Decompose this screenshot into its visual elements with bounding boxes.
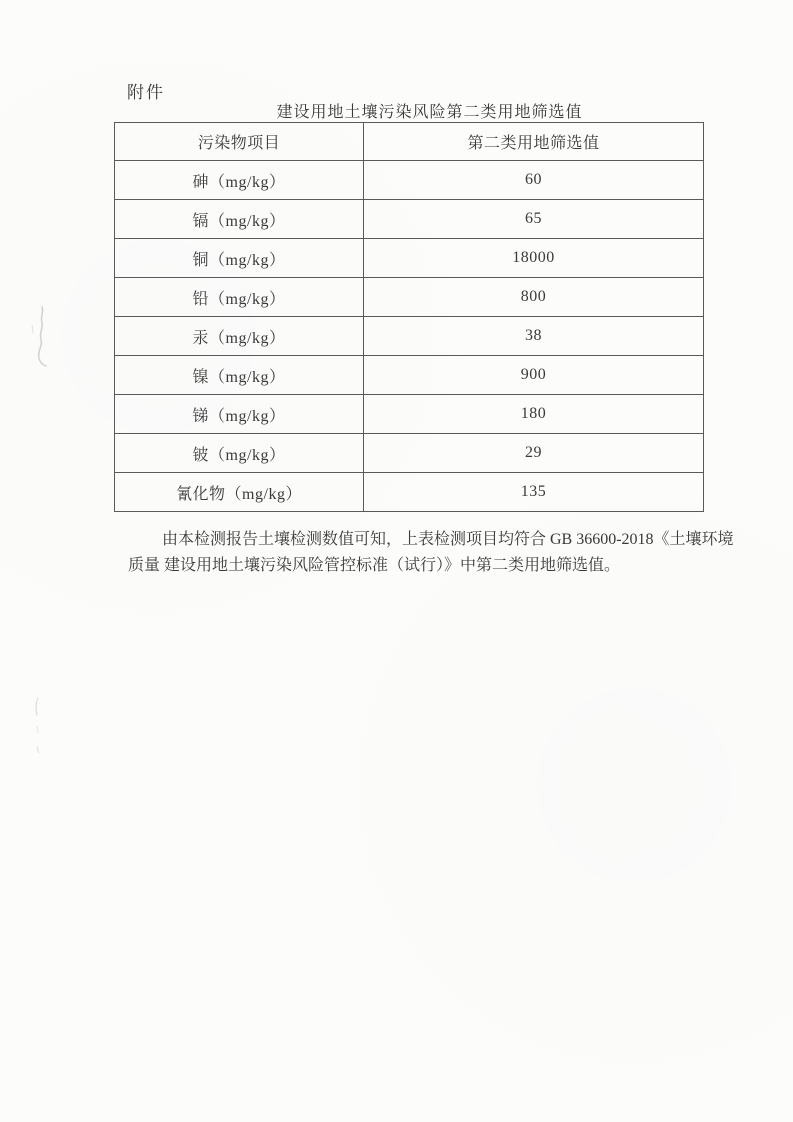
table-body (115, 161, 704, 512)
conclusion-paragraph (128, 527, 788, 579)
screening-value-cell: 800 (364, 278, 704, 317)
screening-value-cell: 29 (364, 434, 704, 473)
pollutant-item-cell: 铜（mg/kg） (115, 239, 364, 278)
pollutant-item-cell: 铍（mg/kg） (115, 434, 364, 473)
table-row (115, 161, 704, 200)
scan-smudge-mark (28, 303, 54, 373)
table-row (115, 278, 704, 317)
scan-smudge-mark (26, 696, 48, 758)
screening-value-cell: 900 (364, 356, 704, 395)
screening-value-cell: 38 (364, 317, 704, 356)
table-row (115, 434, 704, 473)
pollutant-item-cell: 氰化物（mg/kg） (115, 473, 364, 512)
table-row (115, 200, 704, 239)
screening-value-table (114, 122, 704, 512)
table-header-row (115, 123, 704, 161)
pollutant-item-cell: 砷（mg/kg） (115, 161, 364, 200)
screening-value-cell: 18000 (364, 239, 704, 278)
conclusion-line-2: 质量 建设用地土壤污染风险管控标准（试行）》中第二类用地筛选值。 (128, 557, 621, 574)
pollutant-column-header: 污染物项目 (115, 123, 364, 161)
pollutant-item-cell: 锑（mg/kg） (115, 395, 364, 434)
table-row (115, 317, 704, 356)
pollutant-item-cell: 汞（mg/kg） (115, 317, 364, 356)
table-row (115, 395, 704, 434)
table-title: 建设用地土壤污染风险第二类用地筛选值 (276, 104, 583, 121)
screening-value-cell: 65 (364, 200, 704, 239)
screening-value-cell: 135 (364, 473, 704, 512)
pollutant-item-cell: 镉（mg/kg） (115, 200, 364, 239)
conclusion-line-1: 由本检测报告土壤检测数值可知，上表检测项目均符合 GB 36600-2018《土壤环境 (162, 531, 734, 548)
pollutant-item-cell: 镍（mg/kg） (115, 356, 364, 395)
screening-value-column-header: 第二类用地筛选值 (364, 123, 704, 161)
screening-value-cell: 180 (364, 395, 704, 434)
pollutant-item-cell: 铅（mg/kg） (115, 278, 364, 317)
attachment-label: 附件 (127, 83, 165, 102)
table-row (115, 239, 704, 278)
table-row (115, 473, 704, 512)
table-row (115, 356, 704, 395)
screening-value-cell: 60 (364, 161, 704, 200)
